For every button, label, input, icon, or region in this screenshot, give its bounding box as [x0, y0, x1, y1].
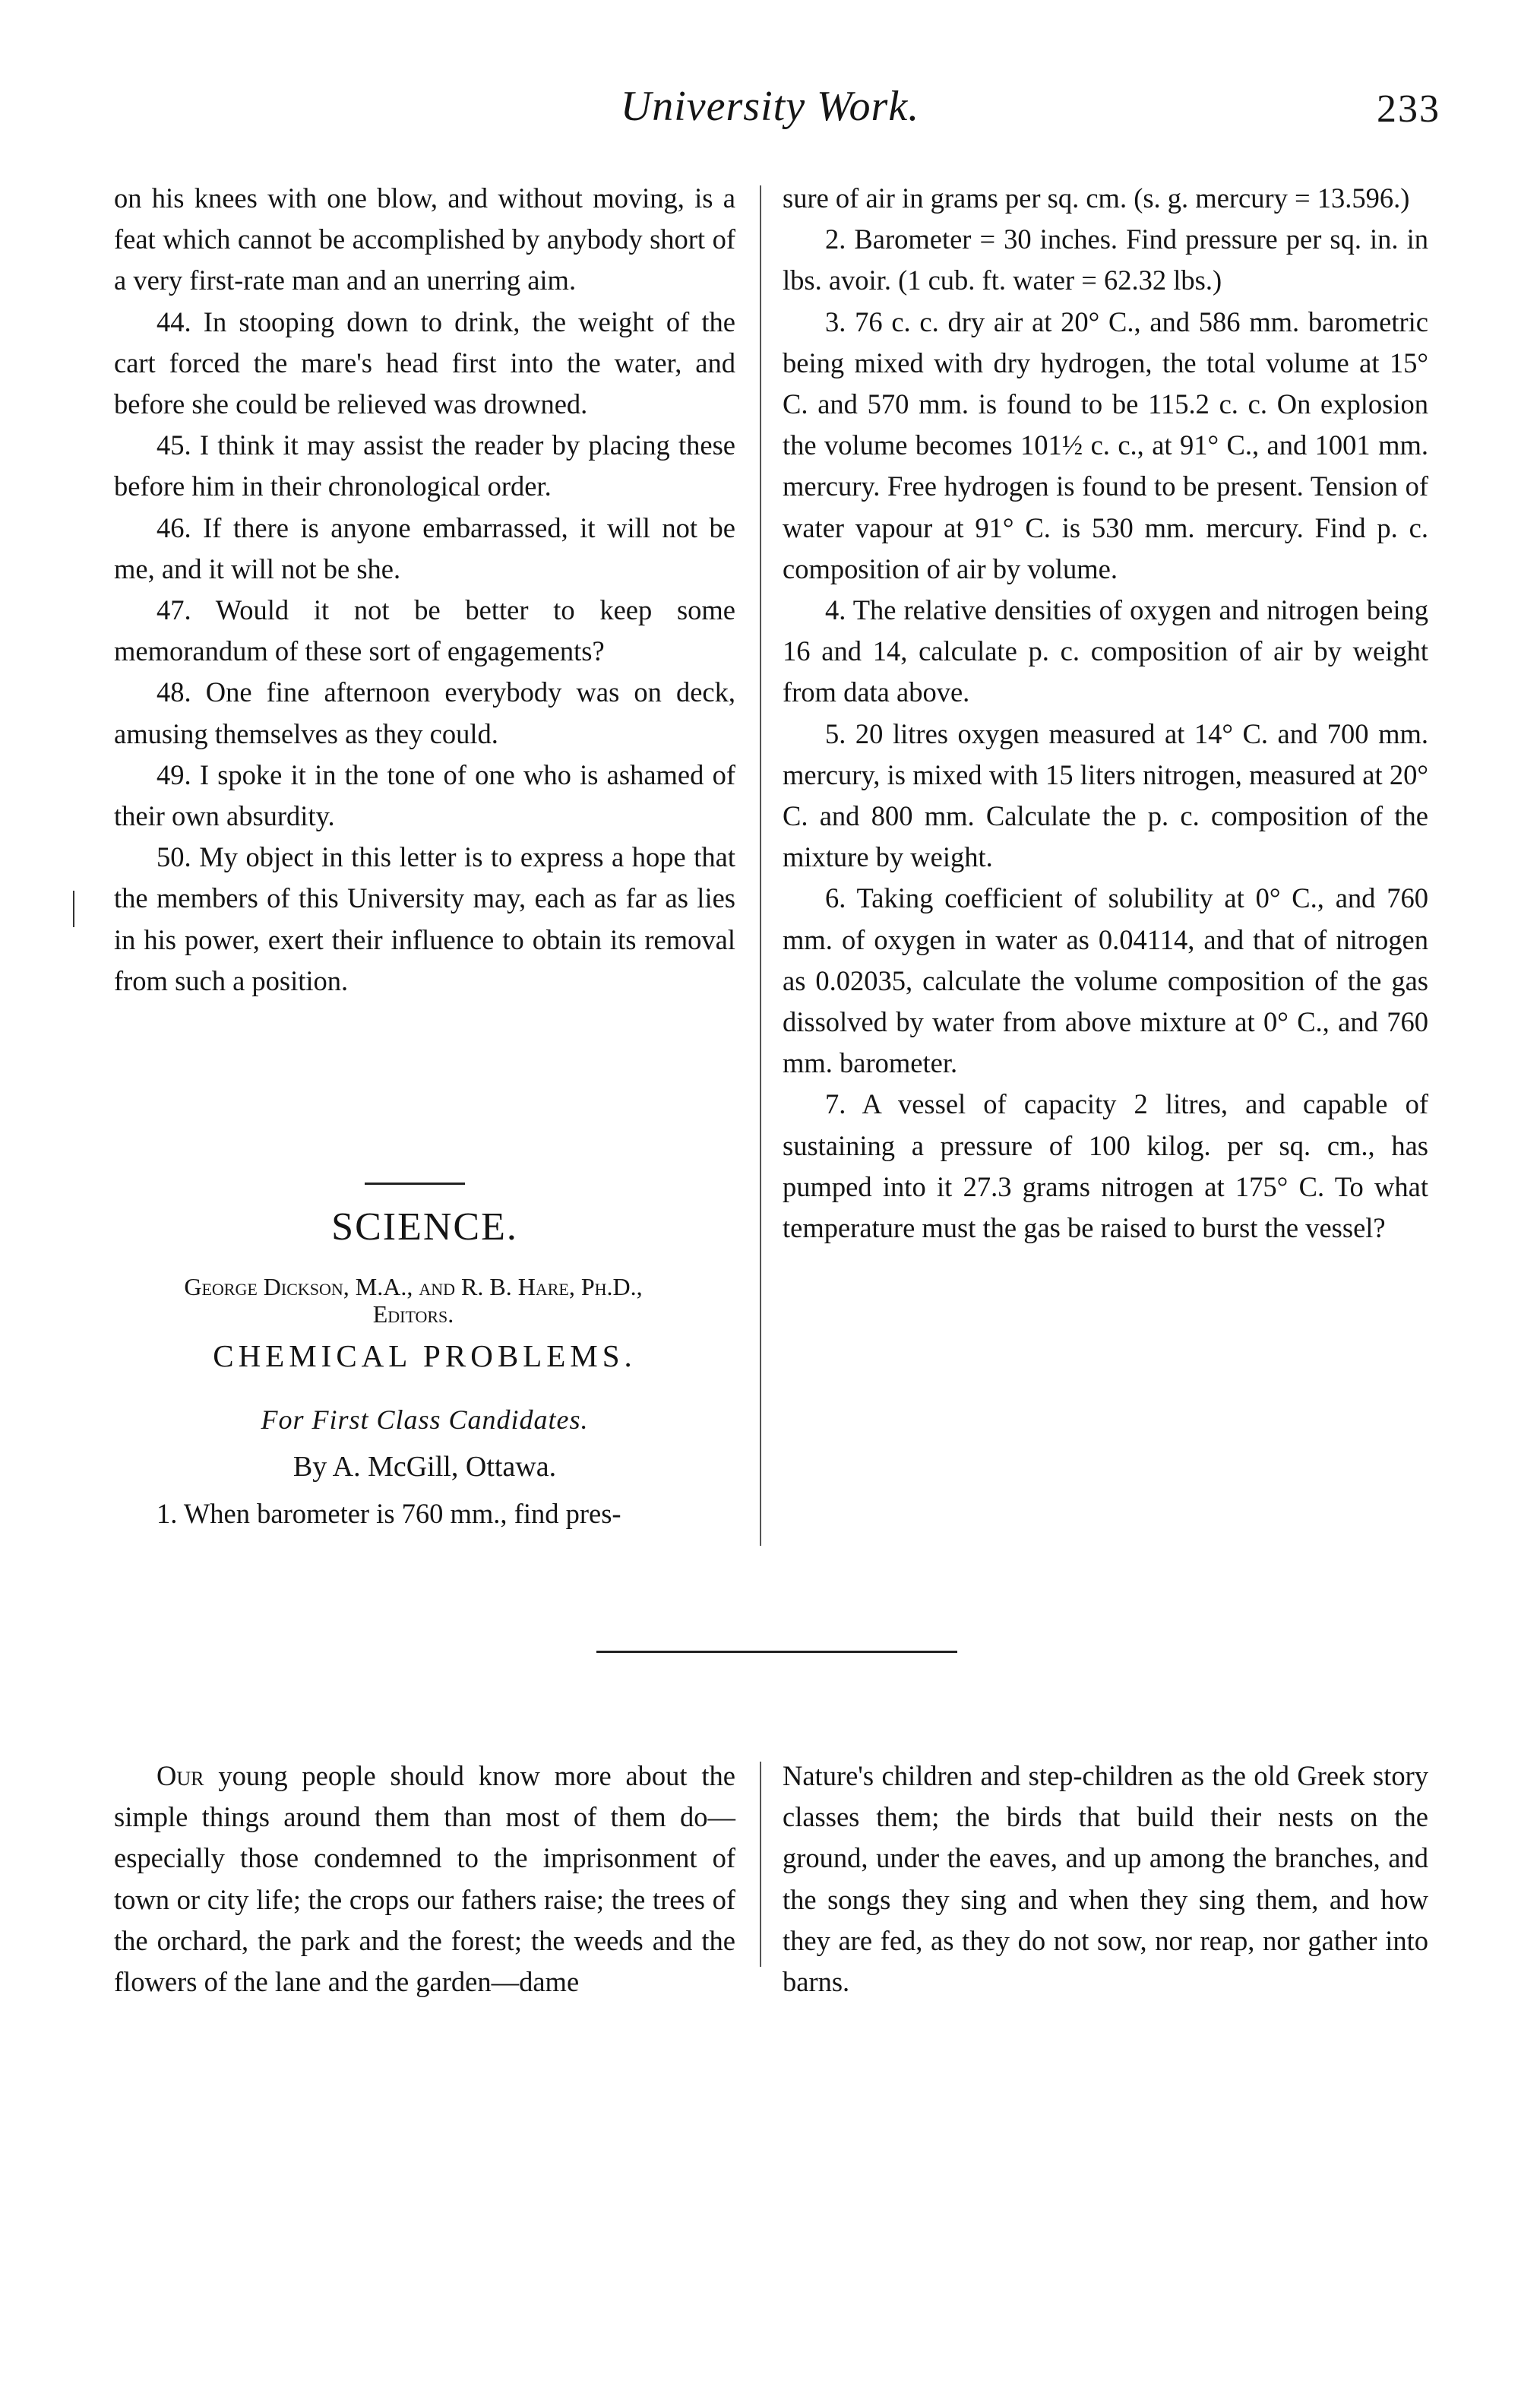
subheading-chemical-problems: CHEMICAL PROBLEMS.: [213, 1338, 637, 1373]
problem-1-continued: sure of air in grams per sq. cm. (s. g. mercury = 13.596.): [783, 182, 1410, 214]
left-column: [114, 178, 735, 1002]
continued-paragraph: on his knees with one blow, and without moving, is a feat which cannot be accomplished by anybody short of a very first-rate man and an unerring aim.: [114, 182, 735, 296]
editors-line: George Dickson, M.A., and R. B. Hare, Ph.D., Editors.: [184, 1273, 643, 1328]
problem-7: 7. A vessel of capacity 2 litres, and capable of sustaining a pressure of 100 kilog. per sq. cm., has pumped into it 27.3 grams nitrogen at 175° C. To what temperature must the gas be raised to burst the vessel?: [783, 1088, 1428, 1244]
numbered-item-50: 50. My object in this letter is to express a hope that the members of this University may, each as far as lies in his power, exert their influence to obtain its removal from such a position.: [114, 841, 735, 996]
column-divider-bottom: [760, 1762, 761, 1967]
numbered-item-45: 45. I think it may assist the reader by placing these before him in their chronological order.: [114, 429, 735, 502]
section-heading-science: SCIENCE.: [331, 1205, 518, 1249]
page-number: 233: [1377, 87, 1440, 131]
nature-paragraph-start: [114, 1756, 735, 2003]
article-separator-rule: [596, 1651, 957, 1653]
running-title: University Work.: [620, 83, 920, 130]
bottom-left-column: [114, 1756, 735, 2003]
numbered-item-44: 44. In stooping down to drink, the weight of the cart forced the mare's head first into the water, and before she could be relieved was drowned.: [114, 306, 735, 420]
right-column: [783, 178, 1428, 1249]
section-rule: [365, 1183, 465, 1185]
problem-3: 3. 76 c. c. dry air at 20° C., and 586 mm. barometric being mixed with dry hydrogen, the total volume at 15° C. and 570 mm. is found to be 115.2 c. c. On explosion the volume becomes 101½ c. c., at 91° C., and 1001 mm. mercury. Free hydrogen is found to be present. Tension of water vapour at 91° C. is 530 mm. mercury. Find p. c. composition of air by volume.: [783, 306, 1428, 584]
problem-5: 5. 20 litres oxygen measured at 14° C. and 700 mm. mercury, is mixed with 15 liters nitrogen, measured at 20° C. and 800 mm. Calculate the p. c. composition of the mixture by weight.: [783, 717, 1428, 873]
problem-1-start: 1. When barometer is 760 mm., find pres-: [157, 1498, 621, 1529]
problem-6: 6. Taking coefficient of solubility at 0° C., and 760 mm. of oxygen in water as 0.04114, and that of nitrogen as 0.02035, calculate the volume composition of the gas dissolved by water from above mixture at 0° C., and 760 mm. barometer.: [783, 882, 1428, 1079]
column-divider: [760, 185, 761, 1546]
margin-mark: [73, 891, 74, 927]
candidates-line: For First Class Candidates.: [261, 1404, 589, 1435]
numbered-item-48: 48. One fine afternoon everybody was on deck, amusing themselves as they could.: [114, 676, 735, 749]
paragraph-text: young people should know more about the simple things around them than most of them do—especially those condemned to the imprisonment of town or city life; the crops our fathers raise; the trees of the orchard, the park and the forest; the weeds and the flowers of the lane and the garden—dame: [114, 1760, 735, 1998]
problem-4: 4. The relative densities of oxygen and nitrogen being 16 and 14, calculate p. c. composition of air by weight from data above.: [783, 594, 1428, 708]
numbered-item-49: 49. I spoke it in the tone of one who is ashamed of their own absurdity.: [114, 758, 735, 832]
numbered-item-47: 47. Would it not be better to keep some memorandum of these sort of engagements?: [114, 594, 735, 667]
byline: By A. McGill, Ottawa.: [293, 1451, 557, 1483]
problem-2: 2. Barometer = 30 inches. Find pressure per sq. in. in lbs. avoir. (1 cub. ft. water = 62.32 lbs.): [783, 223, 1428, 296]
bottom-right-column: [783, 1756, 1428, 2003]
nature-paragraph-continued: Nature's children and step-children as the old Greek story classes them; the birds that build their nests on the ground, under the eaves, and up among the branches, and the songs they sing and when they sing them, and how they are fed, as they do not sow, nor reap, nor gather into barns.: [783, 1760, 1428, 1998]
numbered-item-46: 46. If there is anyone embarrassed, it will not be me, and it will not be she.: [114, 511, 735, 584]
lead-word: Our: [157, 1760, 204, 1791]
